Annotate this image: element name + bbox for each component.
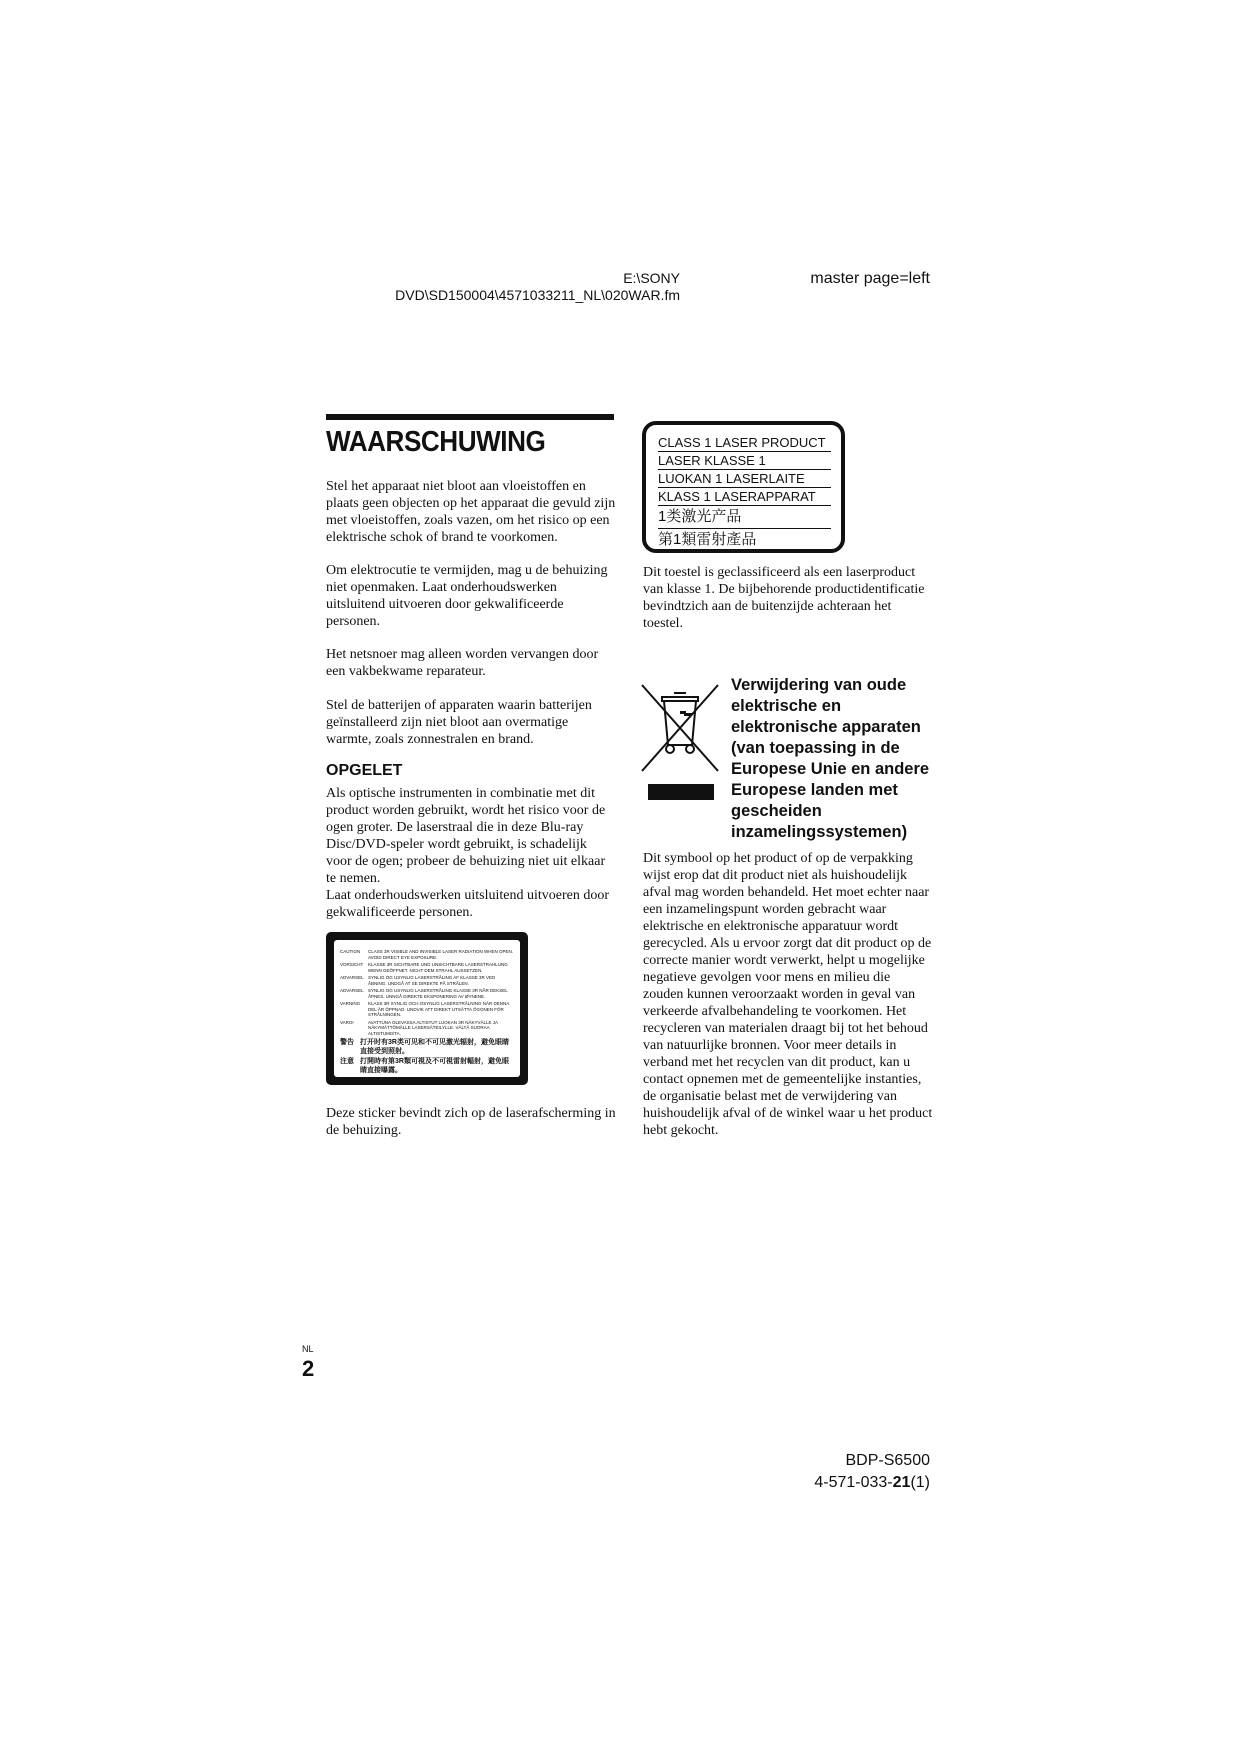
master-page-label: master page=left <box>810 270 930 287</box>
laser-label-line: 1类激光产品 <box>658 507 831 529</box>
file-path-line2: DVD\SD150004\4571033211_NL\020WAR.fm <box>395 287 680 303</box>
file-path-line1: E:\SONY <box>623 270 680 286</box>
sticker-row: VARNING KLASS 3R SYNLIG OCH OSYNLIG LASERSTRÅLNING NÄR DENNA DEL ÄR ÖPPNAD. UNDVIK ATT DIREKT UTSÄTTA ÖGONEN FÖR STRÅLNINGEN. <box>340 1001 510 1017</box>
title-rule <box>326 414 614 420</box>
weee-black-bar <box>648 784 714 800</box>
sticker-row: ADVARSEL SYNLIG OG USYNLIG LASERSTRÅLING AF KLASSE 3R VED ÅBNING. UNDGÅ AT SE DIREKTE PÅ STRÅLEN. <box>340 975 496 986</box>
opgelet-paragraph-2: Laat onderhoudswerken uitsluitend uitvoeren door gekwalificeerde personen. <box>326 888 610 920</box>
opgelet-paragraph-1: Als optische instrumenten in combinatie met dit product worden gebruikt, wordt het risico voor de ogen groter. De laserstraal die in deze Blu-ray Disc/DVD-speler wordt gebruikt, is schadelijk voor de ogen; probeer de behuizing niet uit elkaar te nemen. <box>326 786 606 886</box>
sticker-row: VORSICHT KLASSE 3R SICHTBARE UND UNSICHTBARE LASERSTRAHLUNG WENN GEÖFFNET. NICHT DEM STRAHL AUSSETZEN. <box>340 962 508 973</box>
laser-label-line: LASER KLASSE 1 <box>658 453 831 470</box>
page-number: 2 <box>302 1356 315 1381</box>
weee-paragraph: Dit symbool op het product of op de verpakking wijst erop dat dit product niet als huishoudelijk afval mag worden behandeld. Het moet echter naar een inzamelingspunt worden gebracht waar elektrische en elektronische apparatuur wordt gerecycled. Als u ervoor zorgt dat dit product op de correcte manier wordt verwerkt, helpt u mogelijke negatieve gevolgen voor mens en milieu die zouden kunnen veroorzaakt worden in geval van verkeerde afvalbehandeling te voorkomen. Het recycleren van materialen draagt bij tot het behoud van natuurlijke bronnen. Voor meer details in verband met het recyclen van dit product, kan u contact opnemen met de gemeentelijke instanties, de organisatie belast met de verwijdering van huishoudelijk afval of de winkel waar u het product hebt gekocht. <box>643 851 933 1138</box>
language-label: NL <box>302 1344 314 1354</box>
sticker-row: CAUTION CLASS 3R VISIBLE AND INVISIBLE LASER RADIATION WHEN OPEN. AVOID DIRECT EYE EXPOSURE. <box>340 949 513 960</box>
weee-heading: Verwijdering van oude elektrische en elektronische apparaten (van toepassing in de Europese Unie en andere Europese landen met gescheiden inzamelingssystemen) <box>731 676 930 841</box>
laser-caption: Dit toestel is geclassificeerd als een laserproduct van klasse 1. De bijbehorende productidentificatie bevindtzich aan de buitenzijde achteraan het toestel. <box>643 565 925 631</box>
sticker-row: 注意 打開時有第3R類可視及不可視雷射輻射，避免眼睛直接曝露。 <box>340 1058 509 1074</box>
sticker-row: ADVARSEL SYNLIG OG USYNLIG LASERSTRÅLING KLASSE 3R NÅR DEKSEL ÅPNES. UNNGÅ DIREKTE EKSPONERING AV ØYNENE. <box>340 988 508 999</box>
warning-paragraph-2: Om elektrocutie te vermijden, mag u de behuizing niet openmaken. Laat onderhoudswerken uitsluitend uitvoeren door gekwalificeerde personen. <box>326 563 608 629</box>
laser-label-line: LUOKAN 1 LASERLAITE <box>658 471 831 488</box>
opgelet-heading: OPGELET <box>326 762 403 779</box>
sticker-caption: Deze sticker bevindt zich op de laserafscherming in de behuizing. <box>326 1106 616 1138</box>
warning-paragraph-4: Stel de batterijen of apparaten waarin batterijen geïnstalleerd zijn niet bloot aan overmatige warmte, zoals zonnestralen en brand. <box>326 698 592 747</box>
laser-class-label <box>642 421 845 553</box>
sticker-row: VARO! AVATTUNA OLEVASSA ALTISTUT LUOKAN 3R NÄKYVÄLLE JA NÄKYMÄTTÖMÄLLE LASERSÄTEILYLLE. VÄLTÄ SUORAA ALTISTUMISTA. <box>340 1019 498 1036</box>
file-path <box>380 270 680 304</box>
warning-paragraph-1: Stel het apparaat niet bloot aan vloeistoffen en plaats geen objecten op het apparaat die gevuld zijn met vloeistoffen, zoals vazen, om het risico op een elektrische schok of brand te voorkomen. <box>326 479 616 545</box>
sticker-row: 警告 打开时有3R类可见和不可见激光辐射，避免眼睛直接受到照射。 <box>340 1039 509 1055</box>
laser-label-line: 第1類雷射產品 <box>658 530 831 552</box>
laser-label-line: CLASS 1 LASER PRODUCT <box>658 435 831 452</box>
model-number: BDP-S6500 <box>845 1452 930 1469</box>
laser-label-line: KLASS 1 LASERAPPARAT <box>658 489 831 506</box>
part-number: 4-571-033-21(1) <box>814 1474 930 1491</box>
laser-warning-sticker <box>326 932 528 1085</box>
page-title: WAARSCHUWING <box>326 426 546 458</box>
warning-paragraph-3: Het netsnoer mag alleen worden vervangen door een vakbekwame reparateur. <box>326 647 599 679</box>
crossed-out-bin-icon <box>640 683 720 773</box>
